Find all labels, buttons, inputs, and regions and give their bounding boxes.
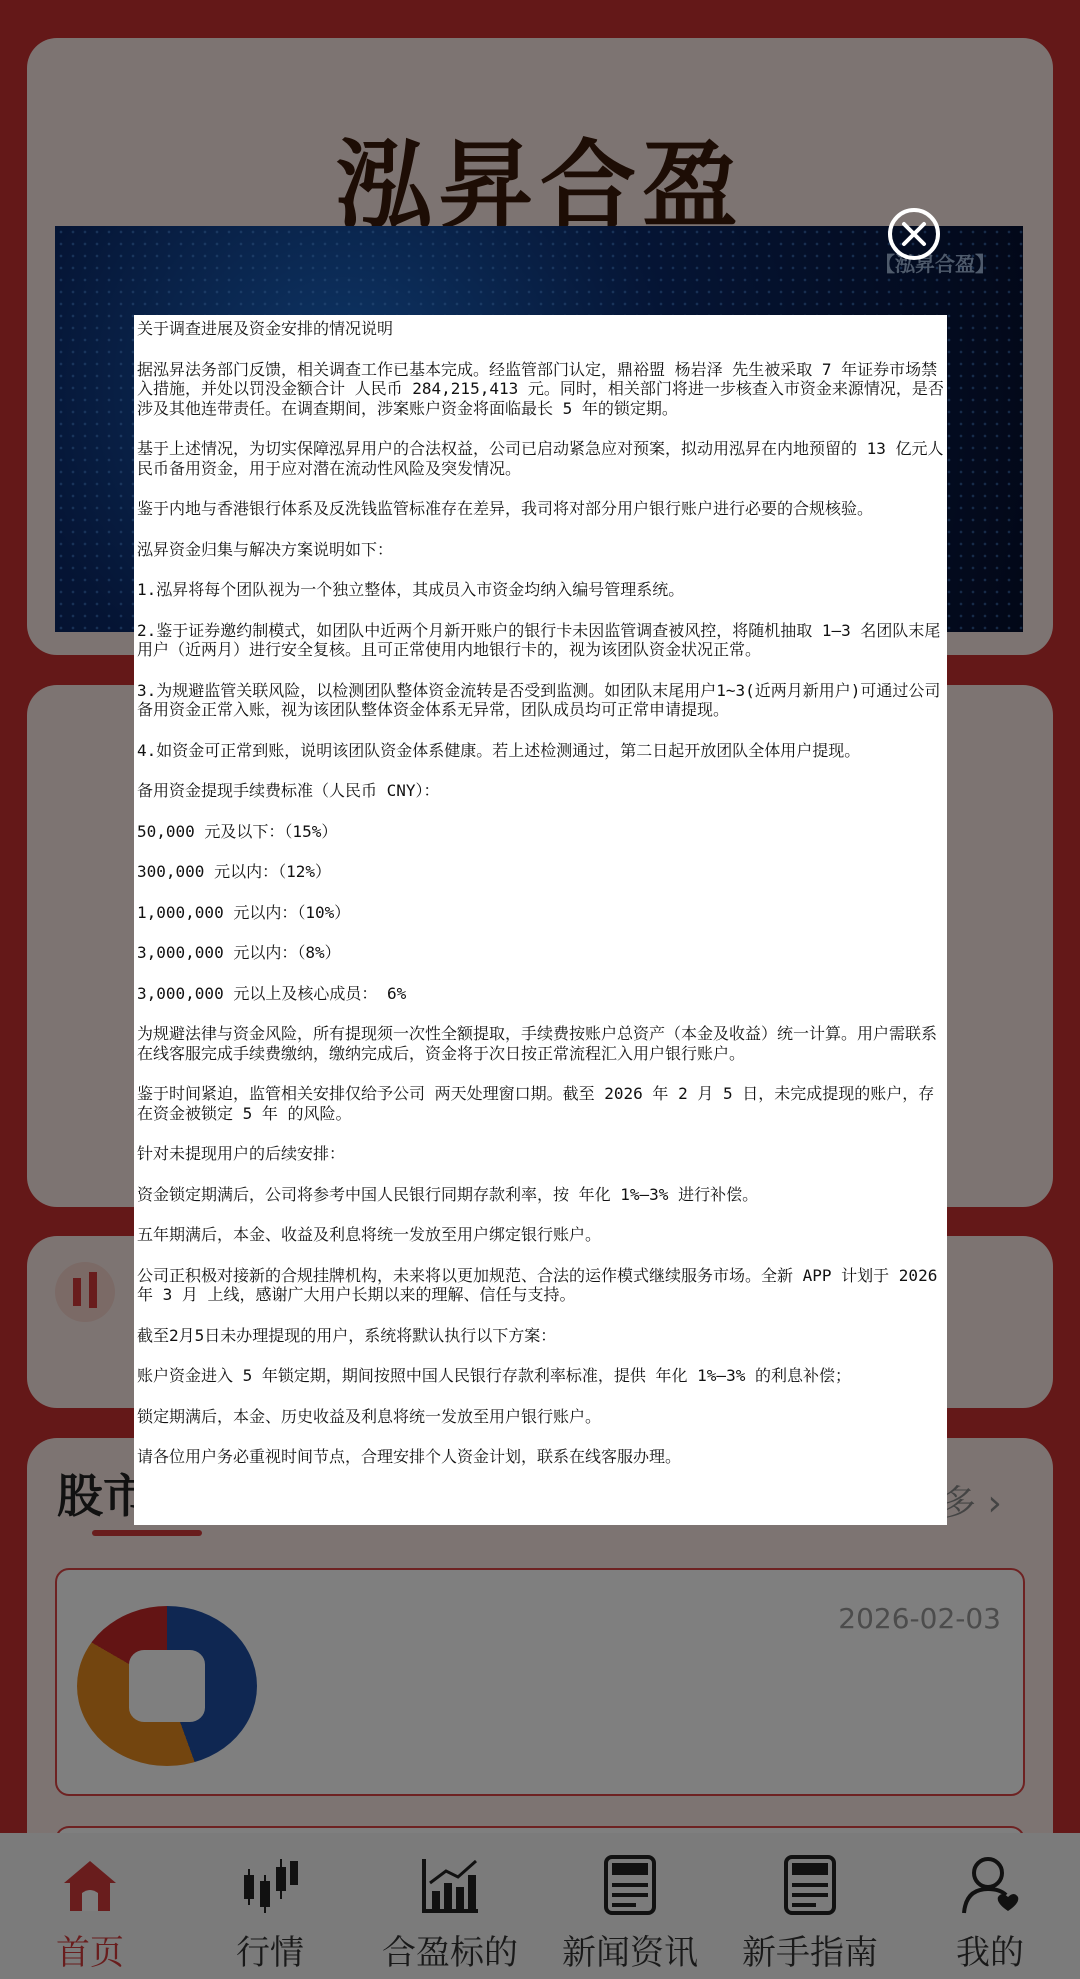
notice-paragraph: 针对未提现用户的后续安排：: [137, 1144, 346, 1163]
notice-paragraph: 请各位用户务必重视时间节点，合理安排个人资金计划，联系在线客服办理。: [137, 1447, 682, 1466]
notice-paragraph: 公司正积极对接新的合规挂牌机构，未来将以更加规范、合法的运作模式继续服务市场。全新 APP 计划于 2026 年 3 月 上线，感谢广大用户长期以来的理解、信任与支持。: [137, 1265, 947, 1304]
fee-tier: 50,000 元及以下：（15%）: [137, 821, 338, 841]
notice-paragraph: 截至2月5日未办理提现的用户，系统将默认执行以下方案：: [137, 1325, 557, 1345]
notice-dialog: [134, 315, 947, 1525]
fee-tier: 1,000,000 元以内：（10%）: [137, 902, 351, 922]
close-button[interactable]: [888, 208, 940, 260]
fee-tier: 300,000 元以内：（12%）: [137, 862, 331, 881]
notice-paragraph: 资金锁定期满后，公司将参考中国人民银行同期存款利率，按 年化 1%—3% 进行补偿。: [137, 1184, 759, 1204]
close-icon: [900, 220, 928, 248]
notice-paragraph: 3.为规避监管关联风险，以检测团队整体资金流转是否受到监测。如团队末尾用户1~3(近两月新用户)可通过公司备用资金正常入账，视为该团队整体资金体系无异常，团队成员均可正常申请提现。: [137, 680, 941, 719]
notice-paragraph: 泓昇资金归集与解决方案说明如下：: [137, 539, 394, 559]
notice-paragraph: 备用资金提现手续费标准（人民币 CNY）：: [137, 781, 440, 800]
notice-paragraph: 鉴于内地与香港银行体系及反洗钱监管标准存在差异，我司将对部分用户银行账户进行必要的合规核验。: [137, 499, 874, 518]
notice-paragraph: 为规避法律与资金风险，所有提现须一次性全额提取，手续费按账户总资产（本金及收益）统一计算。用户需联系在线客服完成手续费缴纳，缴纳完成后，资金将于次日按正常流程汇入用户银行账户。: [137, 1024, 938, 1063]
fee-tier: 3,000,000 元以上及核心成员： 6%: [137, 983, 407, 1003]
notice-paragraph: 基于上述情况，为切实保障泓昇用户的合法权益，公司已启动紧急应对预案，拟动用泓昇在内地预留的 13 亿元人民币备用资金，用于应对潜在流动性风险及突发情况。: [137, 439, 944, 478]
notice-paragraph: 1.泓昇将每个团队视为一个独立整体，其成员入市资金均纳入编号管理系统。: [137, 580, 685, 599]
notice-paragraph: 4.如资金可正常到账，说明该团队资金体系健康。若上述检测通过，第二日起开放团队全体用户提现。: [137, 740, 861, 760]
notice-paragraph: 五年期满后，本金、收益及利息将统一发放至用户绑定银行账户。: [137, 1225, 602, 1244]
notice-paragraph: 鉴于时间紧迫，监管相关安排仅给予公司 两天处理窗口期。截至 2026 年 2 月 5 日，未完成提现的账户，存在资金被锁定 5 年 的风险。: [137, 1084, 935, 1123]
notice-paragraph: 账户资金进入 5 年锁定期，期间按照中国人民银行存款利率标准，提供 年化 1%—3% 的利息补偿；: [137, 1366, 851, 1385]
fee-tier: 3,000,000 元以内：（8%）: [137, 943, 341, 962]
notice-paragraph: 锁定期满后，本金、历史收益及利息将统一发放至用户银行账户。: [137, 1406, 602, 1426]
notice-paragraph: 2.鉴于证券邀约制模式，如团队中近两个月新开账户的银行卡未因监管调查被风控，将随机抽取 1—3 名团队末尾用户（近两月）进行安全复核。且可正常使用内地银行卡的，视为该团队资金状况正常。: [137, 620, 941, 659]
notice-title: 关于调查进展及资金安排的情况说明: [137, 319, 394, 338]
notice-paragraph: 据泓昇法务部门反馈，相关调查工作已基本完成。经监管部门认定，鼎裕盟 杨岩泽 先生被采取 7 年证券市场禁入措施，并处以罚没金额合计 人民币 284,215,413 元。同时，相关部门将进一步核查入市资金来源情况，是否涉及其他连带责任。在调查期间，涉案账户资金将面临最长 5 年的锁定期。: [137, 359, 944, 418]
